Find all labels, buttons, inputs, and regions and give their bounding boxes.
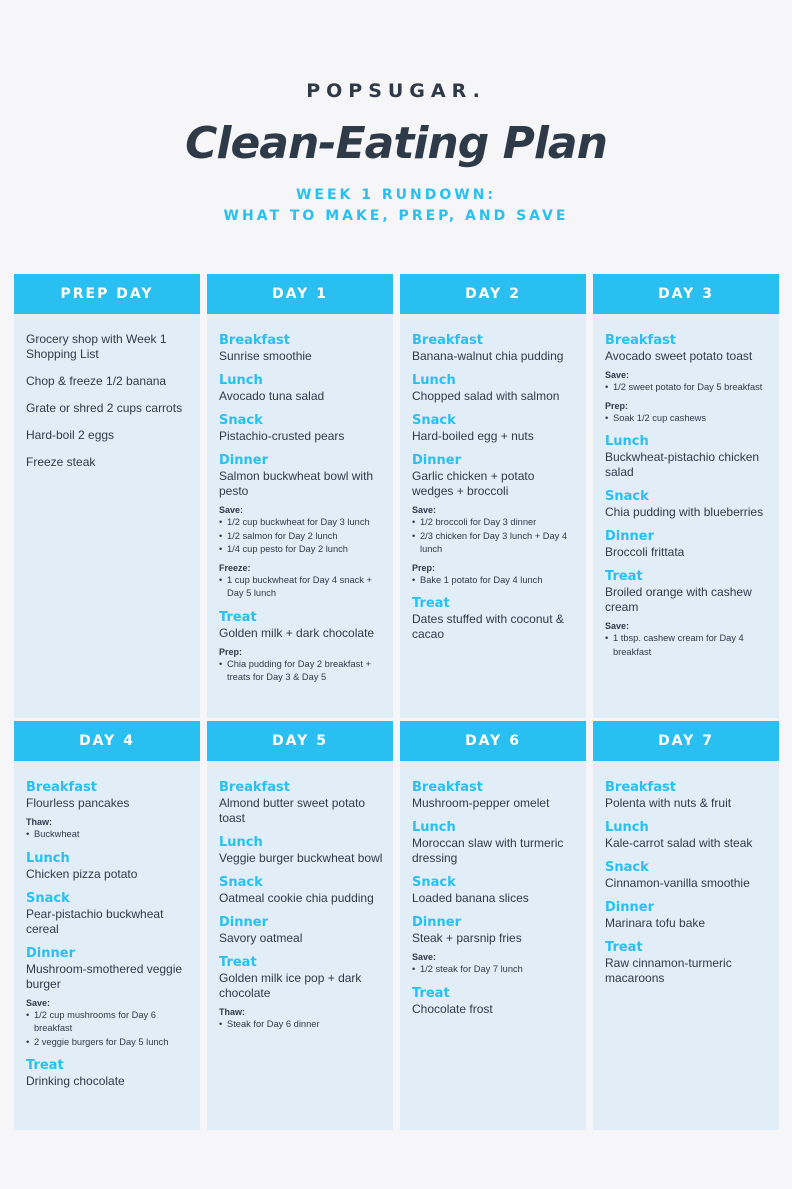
meal-name: Mushroom-pepper omelet [412, 796, 550, 810]
note-label: Save: [26, 997, 51, 1008]
meal-name: Avocado sweet potato toast [605, 349, 753, 363]
meal-label: Breakfast [26, 780, 97, 795]
note-item: • 1/2 salmon for Day 2 lunch [219, 530, 385, 544]
meal-label: Treat [605, 569, 643, 584]
prep-day-body [14, 314, 200, 470]
note-label: Prep: [605, 400, 629, 411]
prep-item: Grate or shred 2 cups carrots [26, 401, 183, 415]
meal-block [219, 609, 385, 685]
meal-label: Treat [26, 1058, 64, 1073]
meal-label: Lunch [26, 850, 70, 866]
meal-name: Salmon buckwheat bowl with pesto [219, 469, 374, 498]
meal-name: Drinking chocolate [26, 1074, 125, 1088]
meal-name: Avocado tuna salad [219, 389, 325, 403]
note-list [26, 1009, 192, 1050]
meal-label: Lunch [605, 820, 649, 835]
meal-name: Almond butter sweet potato toast [219, 796, 366, 825]
meal-block [219, 332, 385, 364]
day-body [14, 761, 200, 1089]
meal-name: Dates stuffed with coconut & cacao [412, 612, 564, 641]
meal-block [219, 412, 385, 444]
meal-name: Polenta with nuts & fruit [605, 796, 732, 810]
meal-label: Dinner [412, 453, 461, 468]
meal-label: Dinner [605, 529, 654, 544]
meal-label: Lunch [412, 820, 456, 835]
meal-name: Chicken pizza potato [26, 866, 138, 881]
day-header: DAY 2 [400, 274, 586, 314]
meal-note [219, 562, 385, 601]
note-list [605, 632, 771, 659]
meal-block [26, 850, 192, 882]
meal-block [219, 954, 385, 1032]
meal-name: Garlic chicken + potato wedges + broccoli [412, 469, 535, 498]
meal-name: Sunrise smoothie [219, 349, 312, 363]
meal-name: Veggie burger buckwheat bowl [219, 851, 383, 865]
meal-label: Treat [219, 955, 257, 970]
prep-day-column [14, 274, 200, 718]
meal-note [26, 997, 192, 1050]
meal-note [219, 646, 385, 685]
meal-block [605, 488, 771, 520]
meal-name: Oatmeal cookie chia pudding [219, 891, 374, 905]
meal-block [26, 890, 192, 937]
meal-label: Lunch [412, 373, 456, 388]
meal-block [219, 914, 385, 946]
meal-name: Flourless pancakes [26, 796, 130, 810]
day-body [400, 761, 586, 1017]
meal-block [412, 332, 578, 364]
meal-block [412, 372, 578, 404]
meal-block [412, 819, 578, 866]
meal-block [605, 568, 771, 659]
meal-label: Snack [26, 890, 70, 906]
meal-name: Cinnamon-vanilla smoothie [605, 876, 750, 890]
note-list [605, 381, 771, 395]
note-label: Save: [219, 505, 244, 515]
day-header: DAY 1 [207, 274, 393, 314]
meal-name: Broiled orange with cashew cream [605, 585, 752, 614]
day-body [400, 314, 586, 642]
meal-name: Pear-pistachio buckwheat cereal [26, 906, 164, 936]
day-body [593, 761, 779, 986]
meal-block [26, 1057, 192, 1089]
note-item: • 1/2 cup mushrooms for Day 6 breakfast [26, 1009, 192, 1036]
note-label: Thaw: [219, 1007, 245, 1017]
meal-block [26, 779, 192, 842]
day-body [593, 314, 779, 659]
meal-block [605, 779, 771, 811]
meal-name: Mushroom-smothered veggie burger [26, 961, 183, 991]
meal-block [412, 874, 578, 906]
meal-name: Broccoli frittata [605, 545, 685, 559]
meal-label: Breakfast [605, 333, 676, 348]
day-1-column [207, 274, 393, 718]
meal-label: Snack [605, 860, 649, 875]
meal-name: Buckwheat-pistachio chicken salad [605, 450, 760, 479]
note-item: • Soak 1/2 cup cashews [605, 412, 771, 426]
day-2-column [400, 274, 586, 718]
meal-block [219, 372, 385, 404]
meal-note [412, 504, 578, 557]
meal-name: Steak + parsnip fries [412, 931, 522, 945]
meal-label: Treat [605, 940, 643, 955]
meal-note [412, 951, 578, 977]
meal-block [219, 834, 385, 866]
note-label: Save: [412, 505, 437, 515]
meal-name: Raw cinnamon-turmeric macaroons [605, 956, 732, 985]
meal-block [412, 985, 578, 1017]
meal-note [219, 504, 385, 557]
meal-name: Kale-carrot salad with steak [605, 836, 753, 850]
meal-block [412, 914, 578, 977]
subtitle-line-1: WEEK 1 RUNDOWN: [295, 187, 497, 203]
note-label: Prep: [219, 646, 243, 657]
meal-name: Savory oatmeal [219, 931, 303, 945]
meal-block [605, 859, 771, 891]
prep-day-header: PREP DAY [14, 274, 200, 314]
note-item: • 1/4 cup pesto for Day 2 lunch [219, 543, 385, 557]
meal-block [605, 819, 771, 851]
meal-label: Snack [605, 489, 649, 504]
meal-block [412, 412, 578, 444]
brand-logo: POPSUGAR. [306, 80, 486, 102]
note-list [412, 574, 578, 588]
meal-label: Dinner [412, 915, 461, 930]
meal-name: Banana-walnut chia pudding [412, 349, 564, 363]
meal-block [605, 433, 771, 480]
meal-note [605, 400, 771, 426]
note-list [605, 412, 771, 426]
note-label: Save: [605, 370, 630, 380]
note-label: Prep: [412, 562, 436, 573]
prep-item: Grocery shop with Week 1 Shopping List [26, 332, 167, 361]
meal-name: Pistachio-crusted pears [219, 429, 345, 443]
day-body [207, 314, 393, 685]
day-3-column [593, 274, 779, 718]
meal-name: Marinara tofu bake [605, 916, 706, 930]
meal-name: Golden milk ice pop + dark chocolate [219, 971, 362, 1000]
meal-name: Hard-boiled egg + nuts [412, 429, 534, 443]
meal-block [219, 779, 385, 826]
note-item: • Buckwheat [26, 828, 192, 842]
day-5-column [207, 721, 393, 1130]
meal-label: Snack [219, 413, 263, 428]
meal-block [605, 899, 771, 931]
meal-block [605, 939, 771, 986]
meal-label: Treat [219, 609, 257, 625]
meal-block [412, 452, 578, 587]
meal-label: Lunch [219, 373, 263, 388]
note-list [219, 516, 385, 557]
prep-item: Freeze steak [26, 455, 96, 469]
meal-block [605, 528, 771, 560]
day-7-column [593, 721, 779, 1130]
meal-note [26, 816, 192, 842]
note-item: • 2 veggie burgers for Day 5 lunch [26, 1036, 192, 1050]
note-label: Save: [412, 952, 437, 962]
note-label: Thaw: [26, 817, 52, 827]
prep-item: Hard-boil 2 eggs [26, 428, 115, 442]
note-item: • Steak for Day 6 dinner [219, 1018, 385, 1032]
meal-label: Breakfast [219, 780, 290, 795]
meal-label: Snack [219, 875, 263, 890]
meal-block [412, 595, 578, 642]
meal-note [605, 369, 771, 395]
note-list [412, 963, 578, 977]
meal-note [605, 620, 771, 659]
note-item: • Bake 1 potato for Day 4 lunch [412, 574, 578, 588]
day-4-column [14, 721, 200, 1130]
meal-label: Lunch [605, 434, 649, 449]
meal-note [412, 562, 578, 588]
note-label: Freeze: [219, 562, 251, 573]
note-item: • 1/2 steak for Day 7 lunch [412, 963, 578, 977]
day-6-column [400, 721, 586, 1130]
meal-block [219, 874, 385, 906]
day-header: DAY 7 [593, 721, 779, 761]
meal-label: Dinner [219, 915, 268, 930]
meal-name: Golden milk + dark chocolate [219, 625, 375, 640]
meal-label: Breakfast [605, 780, 676, 795]
note-label: Save: [605, 621, 630, 631]
note-item: • Chia pudding for Day 2 breakfast + treats for Day 3 & Day 5 [219, 658, 385, 685]
meal-label: Lunch [219, 835, 263, 850]
prep-item: Chop & freeze 1/2 banana [26, 374, 167, 388]
meal-label: Breakfast [219, 333, 290, 348]
meal-block [412, 779, 578, 811]
note-item: • 1 tbsp. cashew cream for Day 4 breakfast [605, 632, 771, 659]
day-header: DAY 3 [593, 274, 779, 314]
meal-name: Chia pudding with blueberries [605, 505, 764, 519]
meal-label: Treat [412, 985, 450, 1001]
page-title: Clean-Eating Plan [185, 118, 607, 169]
meal-label: Breakfast [412, 333, 483, 348]
meal-name: Loaded banana slices [412, 891, 529, 905]
note-list [412, 516, 578, 557]
meal-note [219, 1006, 385, 1032]
day-header: DAY 6 [400, 721, 586, 761]
meal-name: Moroccan slaw with turmeric dressing [412, 836, 564, 865]
meal-label: Breakfast [412, 780, 483, 795]
note-item: • 1/2 cup buckwheat for Day 3 lunch [219, 516, 385, 530]
note-item: • 1 cup buckwheat for Day 4 snack + Day 5 lunch [219, 574, 385, 601]
meal-block [605, 332, 771, 425]
day-body [207, 761, 393, 1032]
note-item: • 1/2 broccoli for Day 3 dinner [412, 516, 578, 530]
note-list [219, 658, 385, 685]
day-header: DAY 4 [14, 721, 200, 761]
day-header: DAY 5 [207, 721, 393, 761]
note-list [26, 828, 192, 842]
meal-block [219, 452, 385, 601]
note-list [219, 1018, 385, 1032]
meal-label: Snack [412, 875, 456, 890]
note-item: • 2/3 chicken for Day 3 lunch + Day 4 lunch [412, 530, 578, 557]
note-item: • 1/2 sweet potato for Day 5 breakfast [605, 381, 771, 395]
subtitle-line-2: WHAT TO MAKE, PREP, AND SAVE [223, 208, 569, 224]
meal-block [26, 945, 192, 1050]
meal-name: Chocolate frost [412, 1001, 493, 1016]
note-list [219, 574, 385, 601]
meal-label: Dinner [26, 945, 75, 961]
meal-name: Chopped salad with salmon [412, 389, 560, 403]
meal-label: Dinner [605, 900, 654, 915]
meal-label: Snack [412, 413, 456, 428]
meal-label: Dinner [219, 453, 268, 468]
meal-label: Treat [412, 596, 450, 611]
